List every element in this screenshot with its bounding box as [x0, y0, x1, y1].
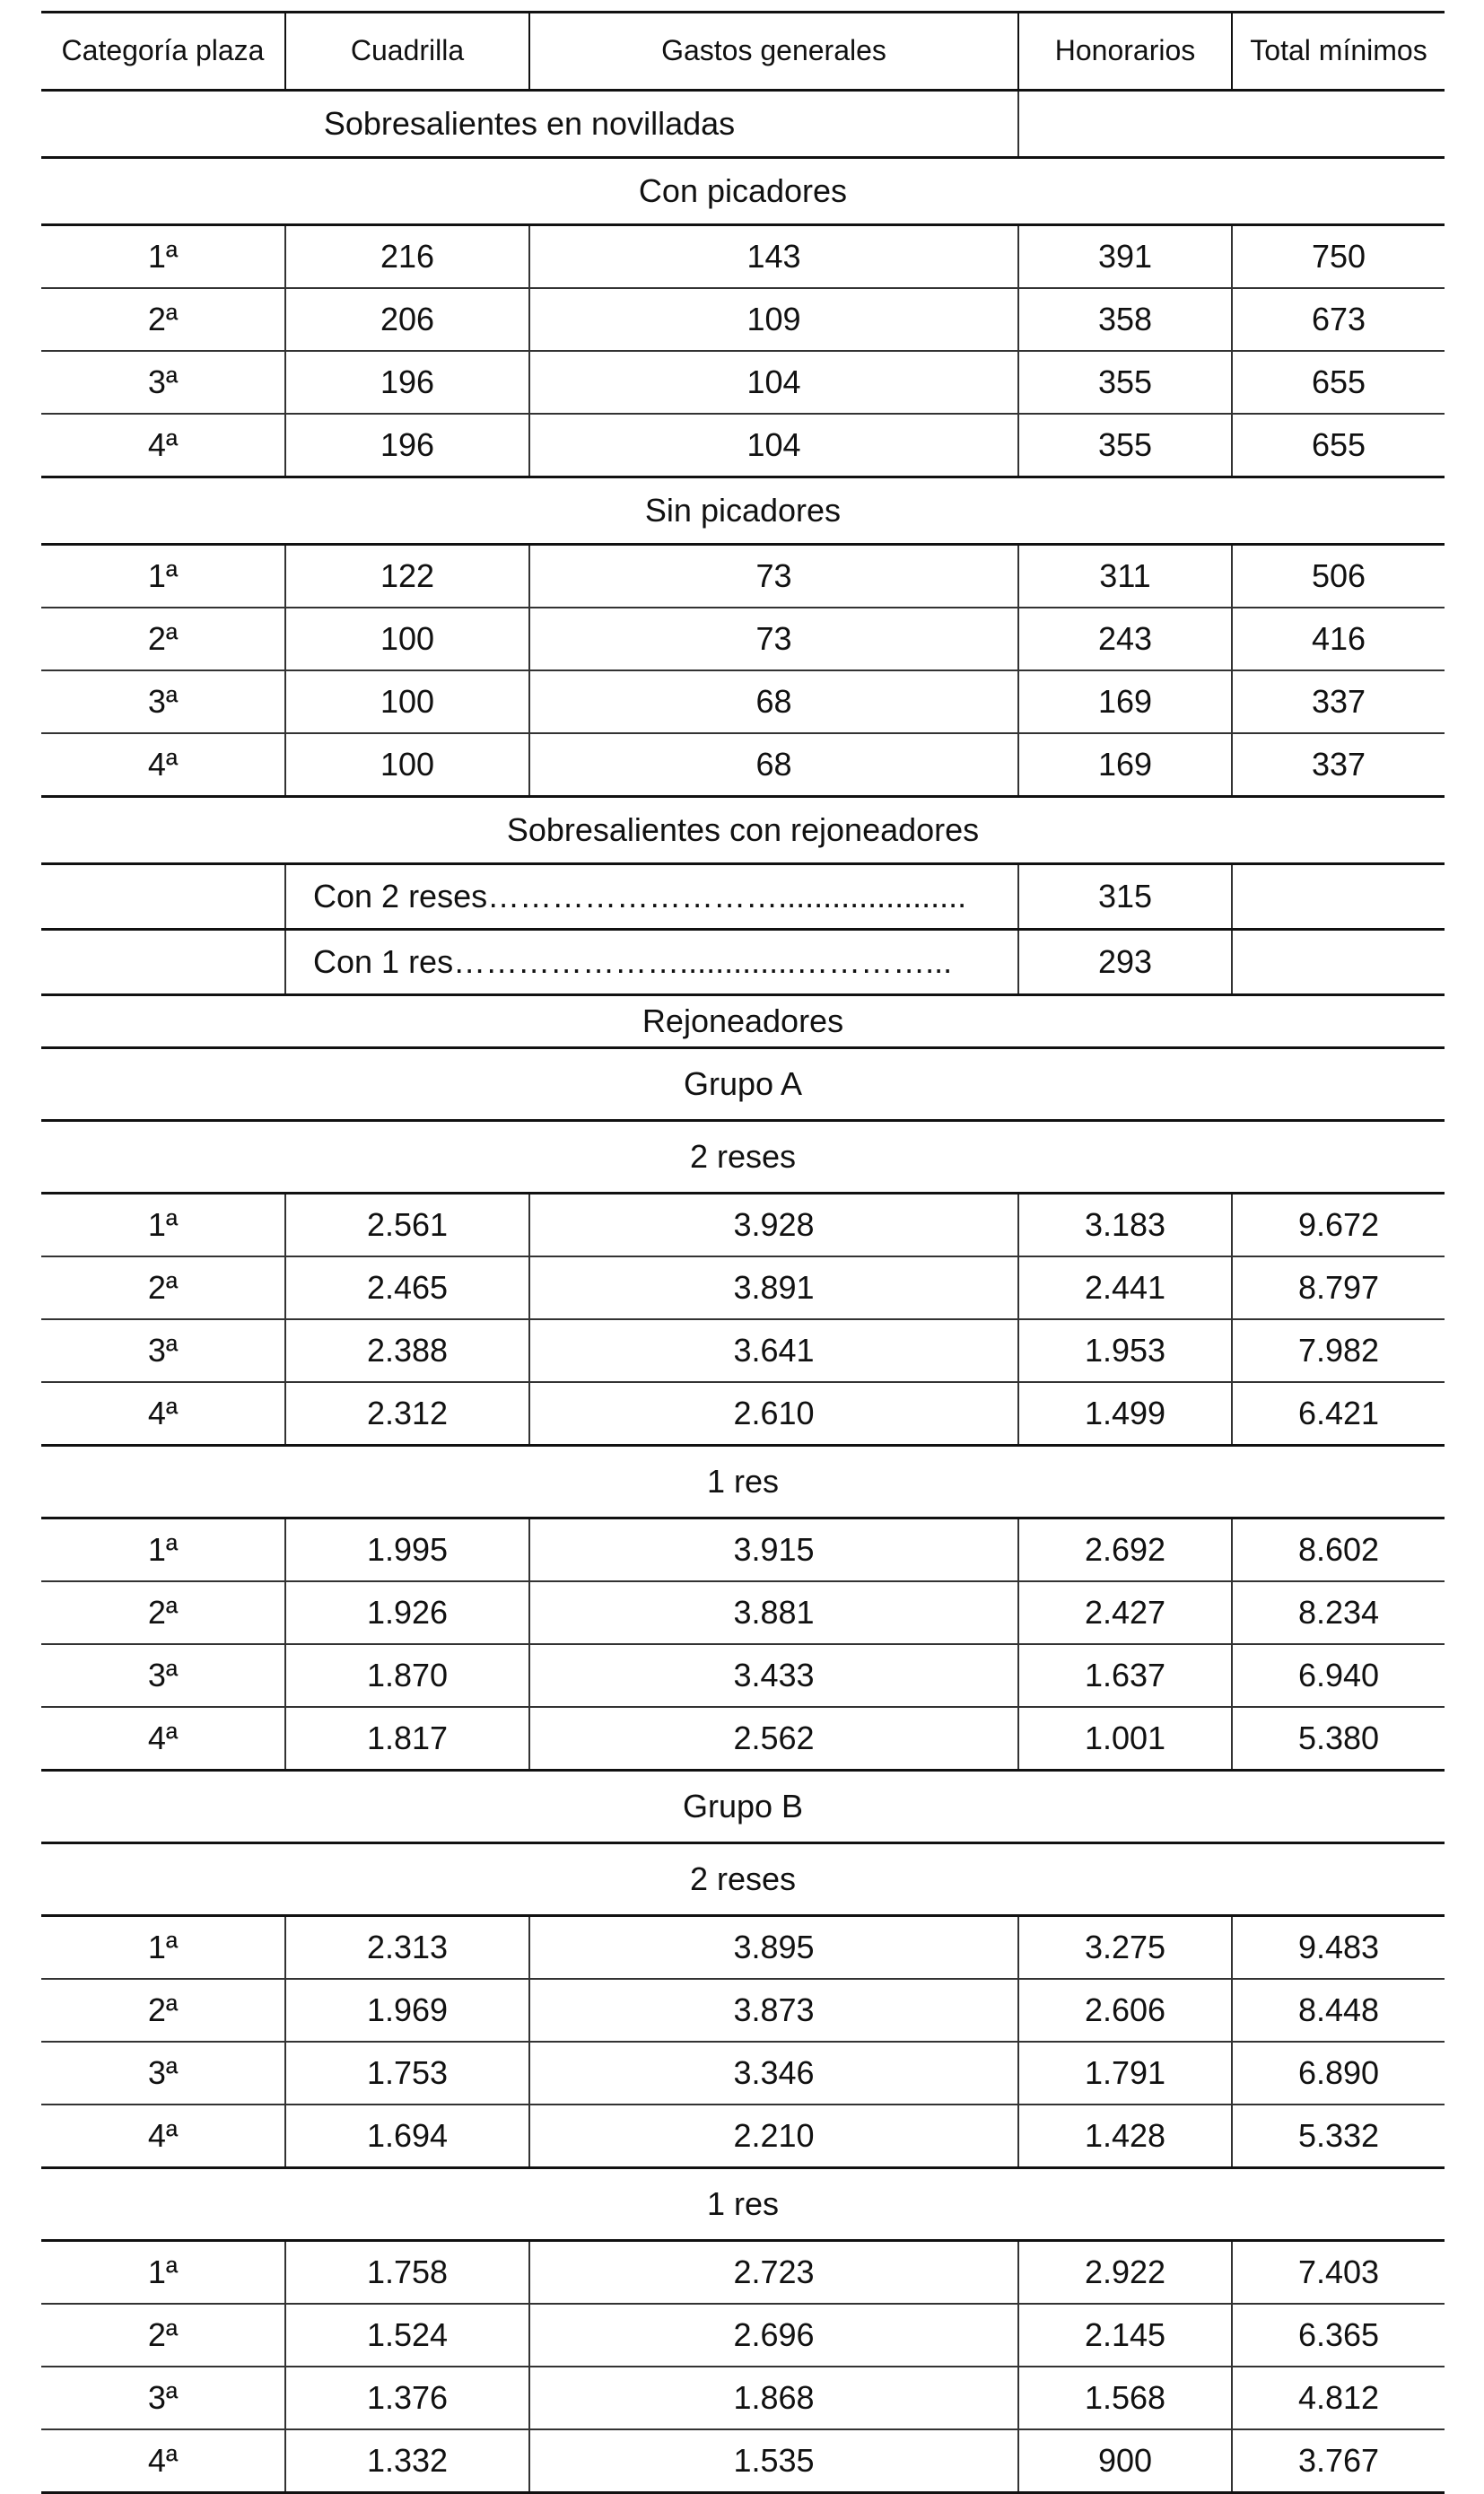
- cell-honorarios: 900: [1018, 2429, 1232, 2493]
- cell-total: 337: [1232, 670, 1445, 733]
- sobresaliente-honorarios: 315: [1018, 864, 1232, 930]
- table-row: [41, 733, 1445, 797]
- section-row: [41, 158, 1445, 225]
- group-sin-picadores: [41, 545, 1445, 797]
- cell-categoria: 1ª: [41, 225, 285, 289]
- header-total: Total mínimos: [1232, 13, 1445, 91]
- cell-honorarios: 358: [1018, 288, 1232, 351]
- cell-total: 655: [1232, 351, 1445, 414]
- cell-categoria: 1ª: [41, 545, 285, 608]
- cell-total: 6.365: [1232, 2304, 1445, 2367]
- section-title-grupo-a: Grupo A: [41, 1048, 1445, 1121]
- cell-honorarios: 311: [1018, 545, 1232, 608]
- cell-gastos: 109: [529, 288, 1018, 351]
- section-row: [41, 1121, 1445, 1194]
- cell-categoria: 1ª: [41, 1194, 285, 1257]
- section-title-novilladas: Sobresalientes en novilladas: [41, 91, 1018, 158]
- group-con-picadores: [41, 225, 1445, 477]
- cell-total: 7.982: [1232, 1319, 1445, 1382]
- empty-cell: [1232, 930, 1445, 995]
- cell-cuadrilla: 1.524: [285, 2304, 529, 2367]
- cell-categoria: 3ª: [41, 670, 285, 733]
- cell-categoria: 3ª: [41, 1644, 285, 1707]
- cell-cuadrilla: 1.870: [285, 1644, 529, 1707]
- cell-honorarios: 1.637: [1018, 1644, 1232, 1707]
- table-row: [41, 1194, 1445, 1257]
- table-row: [41, 1382, 1445, 1446]
- group-a-1-res: [41, 1518, 1445, 1771]
- cell-categoria: 3ª: [41, 1319, 285, 1382]
- empty-cell: [41, 864, 285, 930]
- table-row: [41, 2429, 1445, 2493]
- header-honorarios: Honorarios: [1018, 13, 1232, 91]
- cell-gastos: 3.873: [529, 1979, 1018, 2042]
- table-row: [41, 1707, 1445, 1771]
- section-title-con-picadores: Con picadores: [41, 158, 1445, 225]
- cell-categoria: 4ª: [41, 733, 285, 797]
- cell-honorarios: 2.441: [1018, 1256, 1232, 1319]
- cell-cuadrilla: 2.561: [285, 1194, 529, 1257]
- minimum-fees-table: [41, 11, 1445, 2494]
- section-title-sobresalientes-rejoneadores: Sobresalientes con rejoneadores: [41, 797, 1445, 864]
- table-row: [41, 1581, 1445, 1644]
- cell-honorarios: 355: [1018, 414, 1232, 477]
- section-row: [41, 1446, 1445, 1518]
- cell-total: 750: [1232, 225, 1445, 289]
- section-row: [41, 1843, 1445, 1916]
- cell-honorarios: 169: [1018, 733, 1232, 797]
- cell-total: 5.332: [1232, 2105, 1445, 2168]
- table-row: [41, 2105, 1445, 2168]
- table-row: [41, 2042, 1445, 2105]
- cell-cuadrilla: 206: [285, 288, 529, 351]
- cell-gastos: 3.641: [529, 1319, 1018, 1382]
- section-row: [41, 1048, 1445, 1121]
- section-title-1-res: 1 res: [41, 1446, 1445, 1518]
- section-row: [41, 1771, 1445, 1843]
- cell-categoria: 2ª: [41, 288, 285, 351]
- cell-honorarios: 169: [1018, 670, 1232, 733]
- table-row: [41, 2241, 1445, 2305]
- cell-cuadrilla: 196: [285, 351, 529, 414]
- cell-categoria: 3ª: [41, 2042, 285, 2105]
- header-gastos: Gastos generales: [529, 13, 1018, 91]
- cell-total: 5.380: [1232, 1707, 1445, 1771]
- section-title-1-res: 1 res: [41, 2168, 1445, 2241]
- table-row: [41, 1644, 1445, 1707]
- cell-cuadrilla: 2.388: [285, 1319, 529, 1382]
- cell-gastos: 1.535: [529, 2429, 1018, 2493]
- cell-gastos: 1.868: [529, 2367, 1018, 2429]
- table-row: [41, 2304, 1445, 2367]
- section-row: [41, 2168, 1445, 2241]
- cell-total: 9.672: [1232, 1194, 1445, 1257]
- cell-honorarios: 2.922: [1018, 2241, 1232, 2305]
- cell-honorarios: 243: [1018, 608, 1232, 670]
- sobresaliente-honorarios: 293: [1018, 930, 1232, 995]
- cell-gastos: 2.562: [529, 1707, 1018, 1771]
- table-row: [41, 414, 1445, 477]
- cell-total: 6.421: [1232, 1382, 1445, 1446]
- cell-cuadrilla: 100: [285, 608, 529, 670]
- cell-categoria: 4ª: [41, 414, 285, 477]
- cell-honorarios: 1.568: [1018, 2367, 1232, 2429]
- cell-gastos: 68: [529, 733, 1018, 797]
- cell-gastos: 2.723: [529, 2241, 1018, 2305]
- cell-categoria: 2ª: [41, 1256, 285, 1319]
- cell-cuadrilla: 1.817: [285, 1707, 529, 1771]
- header-categoria: Categoría plaza: [41, 13, 285, 91]
- cell-cuadrilla: 122: [285, 545, 529, 608]
- cell-honorarios: 1.791: [1018, 2042, 1232, 2105]
- section-title-sin-picadores: Sin picadores: [41, 477, 1445, 545]
- section-row: [41, 797, 1445, 864]
- table-row: [41, 1979, 1445, 2042]
- cell-categoria: 2ª: [41, 2304, 285, 2367]
- table-row: [41, 1518, 1445, 1582]
- table-row: [41, 670, 1445, 733]
- cell-total: 8.602: [1232, 1518, 1445, 1582]
- cell-cuadrilla: 216: [285, 225, 529, 289]
- table-row: [41, 1319, 1445, 1382]
- cell-categoria: 1ª: [41, 2241, 285, 2305]
- cell-honorarios: 1.953: [1018, 1319, 1232, 1382]
- section-row: [41, 995, 1445, 1048]
- cell-total: 337: [1232, 733, 1445, 797]
- sobresaliente-row: [41, 864, 1445, 930]
- cell-total: 7.403: [1232, 2241, 1445, 2305]
- cell-categoria: 1ª: [41, 1518, 285, 1582]
- cell-gastos: 3.891: [529, 1256, 1018, 1319]
- cell-total: 6.940: [1232, 1644, 1445, 1707]
- cell-gastos: 3.881: [529, 1581, 1018, 1644]
- cell-gastos: 73: [529, 608, 1018, 670]
- cell-gastos: 2.696: [529, 2304, 1018, 2367]
- empty-cell: [1232, 864, 1445, 930]
- cell-cuadrilla: 100: [285, 733, 529, 797]
- cell-cuadrilla: 1.926: [285, 1581, 529, 1644]
- empty-cell: [41, 930, 285, 995]
- section-title-2-reses: 2 reses: [41, 1843, 1445, 1916]
- cell-gastos: 3.346: [529, 2042, 1018, 2105]
- cell-categoria: 4ª: [41, 1382, 285, 1446]
- table-row: [41, 608, 1445, 670]
- group-b-2-reses: [41, 1916, 1445, 2168]
- section-title-grupo-b: Grupo B: [41, 1771, 1445, 1843]
- cell-total: 3.767: [1232, 2429, 1445, 2493]
- cell-gastos: 104: [529, 414, 1018, 477]
- header-cuadrilla: Cuadrilla: [285, 13, 529, 91]
- cell-cuadrilla: 196: [285, 414, 529, 477]
- table-row: [41, 1256, 1445, 1319]
- cell-gastos: 3.895: [529, 1916, 1018, 1980]
- cell-cuadrilla: 2.313: [285, 1916, 529, 1980]
- sobresaliente-label: Con 2 reses……………………….....................: [285, 864, 1018, 930]
- table-row: [41, 351, 1445, 414]
- cell-honorarios: 3.275: [1018, 1916, 1232, 1980]
- cell-total: 655: [1232, 414, 1445, 477]
- group-a-2-reses: [41, 1194, 1445, 1446]
- cell-categoria: 2ª: [41, 1581, 285, 1644]
- cell-cuadrilla: 1.969: [285, 1979, 529, 2042]
- cell-total: 8.448: [1232, 1979, 1445, 2042]
- table-row: [41, 288, 1445, 351]
- cell-honorarios: 355: [1018, 351, 1232, 414]
- cell-categoria: 2ª: [41, 1979, 285, 2042]
- tariff-document: [41, 11, 1445, 2494]
- section-title-rejoneadores: Rejoneadores: [41, 995, 1445, 1048]
- cell-gastos: 104: [529, 351, 1018, 414]
- table-row: [41, 2367, 1445, 2429]
- cell-honorarios: 391: [1018, 225, 1232, 289]
- cell-categoria: 3ª: [41, 351, 285, 414]
- cell-categoria: 2ª: [41, 608, 285, 670]
- sobresaliente-label: Con 1 res………………….............…………...: [285, 930, 1018, 995]
- cell-honorarios: 2.427: [1018, 1581, 1232, 1644]
- cell-total: 8.234: [1232, 1581, 1445, 1644]
- group-b-1-res: [41, 2241, 1445, 2493]
- cell-gastos: 2.610: [529, 1382, 1018, 1446]
- sobresaliente-row: [41, 930, 1445, 995]
- cell-total: 8.797: [1232, 1256, 1445, 1319]
- table-row: [41, 225, 1445, 289]
- cell-cuadrilla: 1.995: [285, 1518, 529, 1582]
- cell-cuadrilla: 2.465: [285, 1256, 529, 1319]
- cell-gastos: 73: [529, 545, 1018, 608]
- cell-honorarios: 1.001: [1018, 1707, 1232, 1771]
- cell-categoria: 4ª: [41, 2105, 285, 2168]
- cell-honorarios: 3.183: [1018, 1194, 1232, 1257]
- section-row: [41, 477, 1445, 545]
- cell-gastos: 143: [529, 225, 1018, 289]
- table-row: [41, 545, 1445, 608]
- cell-cuadrilla: 1.758: [285, 2241, 529, 2305]
- cell-gastos: 68: [529, 670, 1018, 733]
- cell-honorarios: 2.606: [1018, 1979, 1232, 2042]
- cell-categoria: 3ª: [41, 2367, 285, 2429]
- cell-cuadrilla: 1.376: [285, 2367, 529, 2429]
- cell-categoria: 4ª: [41, 1707, 285, 1771]
- cell-total: 673: [1232, 288, 1445, 351]
- cell-gastos: 3.915: [529, 1518, 1018, 1582]
- cell-honorarios: 2.692: [1018, 1518, 1232, 1582]
- cell-cuadrilla: 1.694: [285, 2105, 529, 2168]
- cell-honorarios: 2.145: [1018, 2304, 1232, 2367]
- cell-total: 506: [1232, 545, 1445, 608]
- cell-cuadrilla: 1.332: [285, 2429, 529, 2493]
- cell-gastos: 2.210: [529, 2105, 1018, 2168]
- cell-total: 4.812: [1232, 2367, 1445, 2429]
- section-row: [41, 91, 1445, 158]
- cell-gastos: 3.433: [529, 1644, 1018, 1707]
- cell-honorarios: 1.428: [1018, 2105, 1232, 2168]
- cell-cuadrilla: 100: [285, 670, 529, 733]
- cell-cuadrilla: 2.312: [285, 1382, 529, 1446]
- header-row: [41, 13, 1445, 91]
- cell-categoria: 4ª: [41, 2429, 285, 2493]
- cell-honorarios: 1.499: [1018, 1382, 1232, 1446]
- cell-gastos: 3.928: [529, 1194, 1018, 1257]
- cell-cuadrilla: 1.753: [285, 2042, 529, 2105]
- cell-total: 9.483: [1232, 1916, 1445, 1980]
- section-blank-cell: [1018, 91, 1445, 158]
- cell-total: 6.890: [1232, 2042, 1445, 2105]
- cell-total: 416: [1232, 608, 1445, 670]
- section-title-2-reses: 2 reses: [41, 1121, 1445, 1194]
- table-row: [41, 1916, 1445, 1980]
- cell-categoria: 1ª: [41, 1916, 285, 1980]
